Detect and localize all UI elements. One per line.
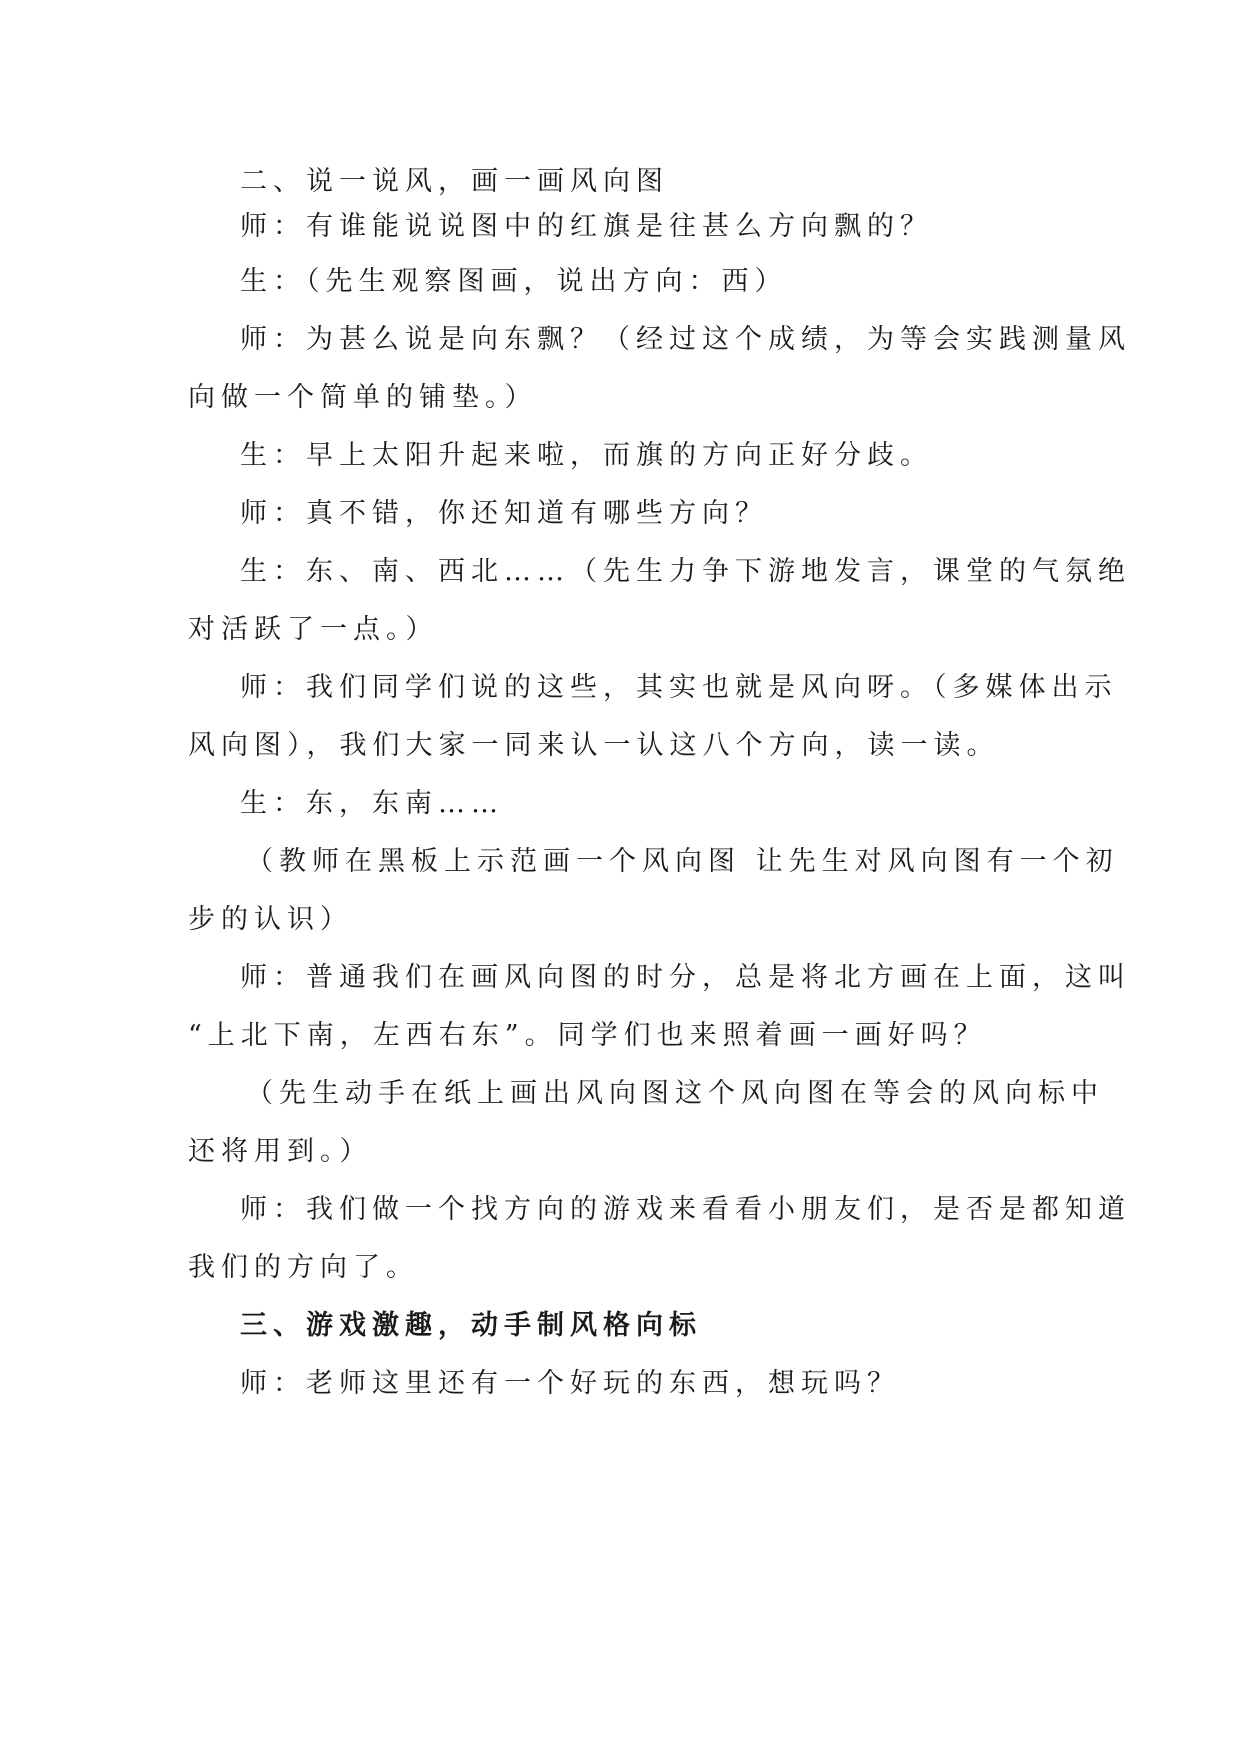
- dialogue-line: 师：有谁能说说图中的红旗是往甚么方向飘的？: [240, 211, 933, 242]
- stage-direction-continued: 步的认识）: [188, 904, 353, 935]
- stage-direction: （教师在黑板上示范画一个风向图 让先生对风向图有一个初: [246, 846, 1119, 877]
- dialogue-line-continued: 向做一个简单的铺垫。）: [188, 382, 538, 413]
- section-heading-2: 二、说一说风，画一画风向图: [240, 166, 669, 197]
- dialogue-line: 师：普通我们在画风向图的时分，总是将北方画在上面，这叫: [240, 962, 1131, 993]
- dialogue-line: 师：老师这里还有一个好玩的东西，想玩吗？: [240, 1368, 900, 1399]
- dialogue-line: 师：为甚么说是向东飘？（经过这个成绩，为等会实践测量风: [240, 324, 1131, 355]
- dialogue-line: 师：我们做一个找方向的游戏来看看小朋友们，是否是都知道: [240, 1194, 1131, 1225]
- stage-direction: （先生动手在纸上画出风向图这个风向图在等会的风向标中: [246, 1078, 1104, 1109]
- dialogue-line: 生：东，东南……: [240, 788, 504, 819]
- dialogue-line-continued: “上北下南，左西右东”。同学们也来照着画一画好吗？: [188, 1020, 987, 1051]
- section-heading-3: 三、游戏激趣，动手制风格向标: [240, 1310, 702, 1341]
- stage-direction-continued: 还将用到。）: [188, 1136, 373, 1167]
- dialogue-line-continued: 风向图），我们大家一同来认一认这八个方向，读一读。: [188, 730, 1000, 761]
- dialogue-line: 生：东、南、西北……（先生力争下游地发言，课堂的气氛绝: [240, 556, 1131, 587]
- dialogue-line: 生：早上太阳升起来啦，而旗的方向正好分歧。: [240, 440, 933, 471]
- dialogue-line-continued: 我们的方向了。: [188, 1252, 419, 1283]
- dialogue-line: 师：我们同学们说的这些，其实也就是风向呀。（多媒体出示: [240, 672, 1118, 703]
- dialogue-line-continued: 对活跃了一点。）: [188, 614, 439, 645]
- dialogue-line: 师：真不错，你还知道有哪些方向？: [240, 498, 768, 529]
- dialogue-line: 生：（先生观察图画，说出方向：西）: [240, 266, 788, 297]
